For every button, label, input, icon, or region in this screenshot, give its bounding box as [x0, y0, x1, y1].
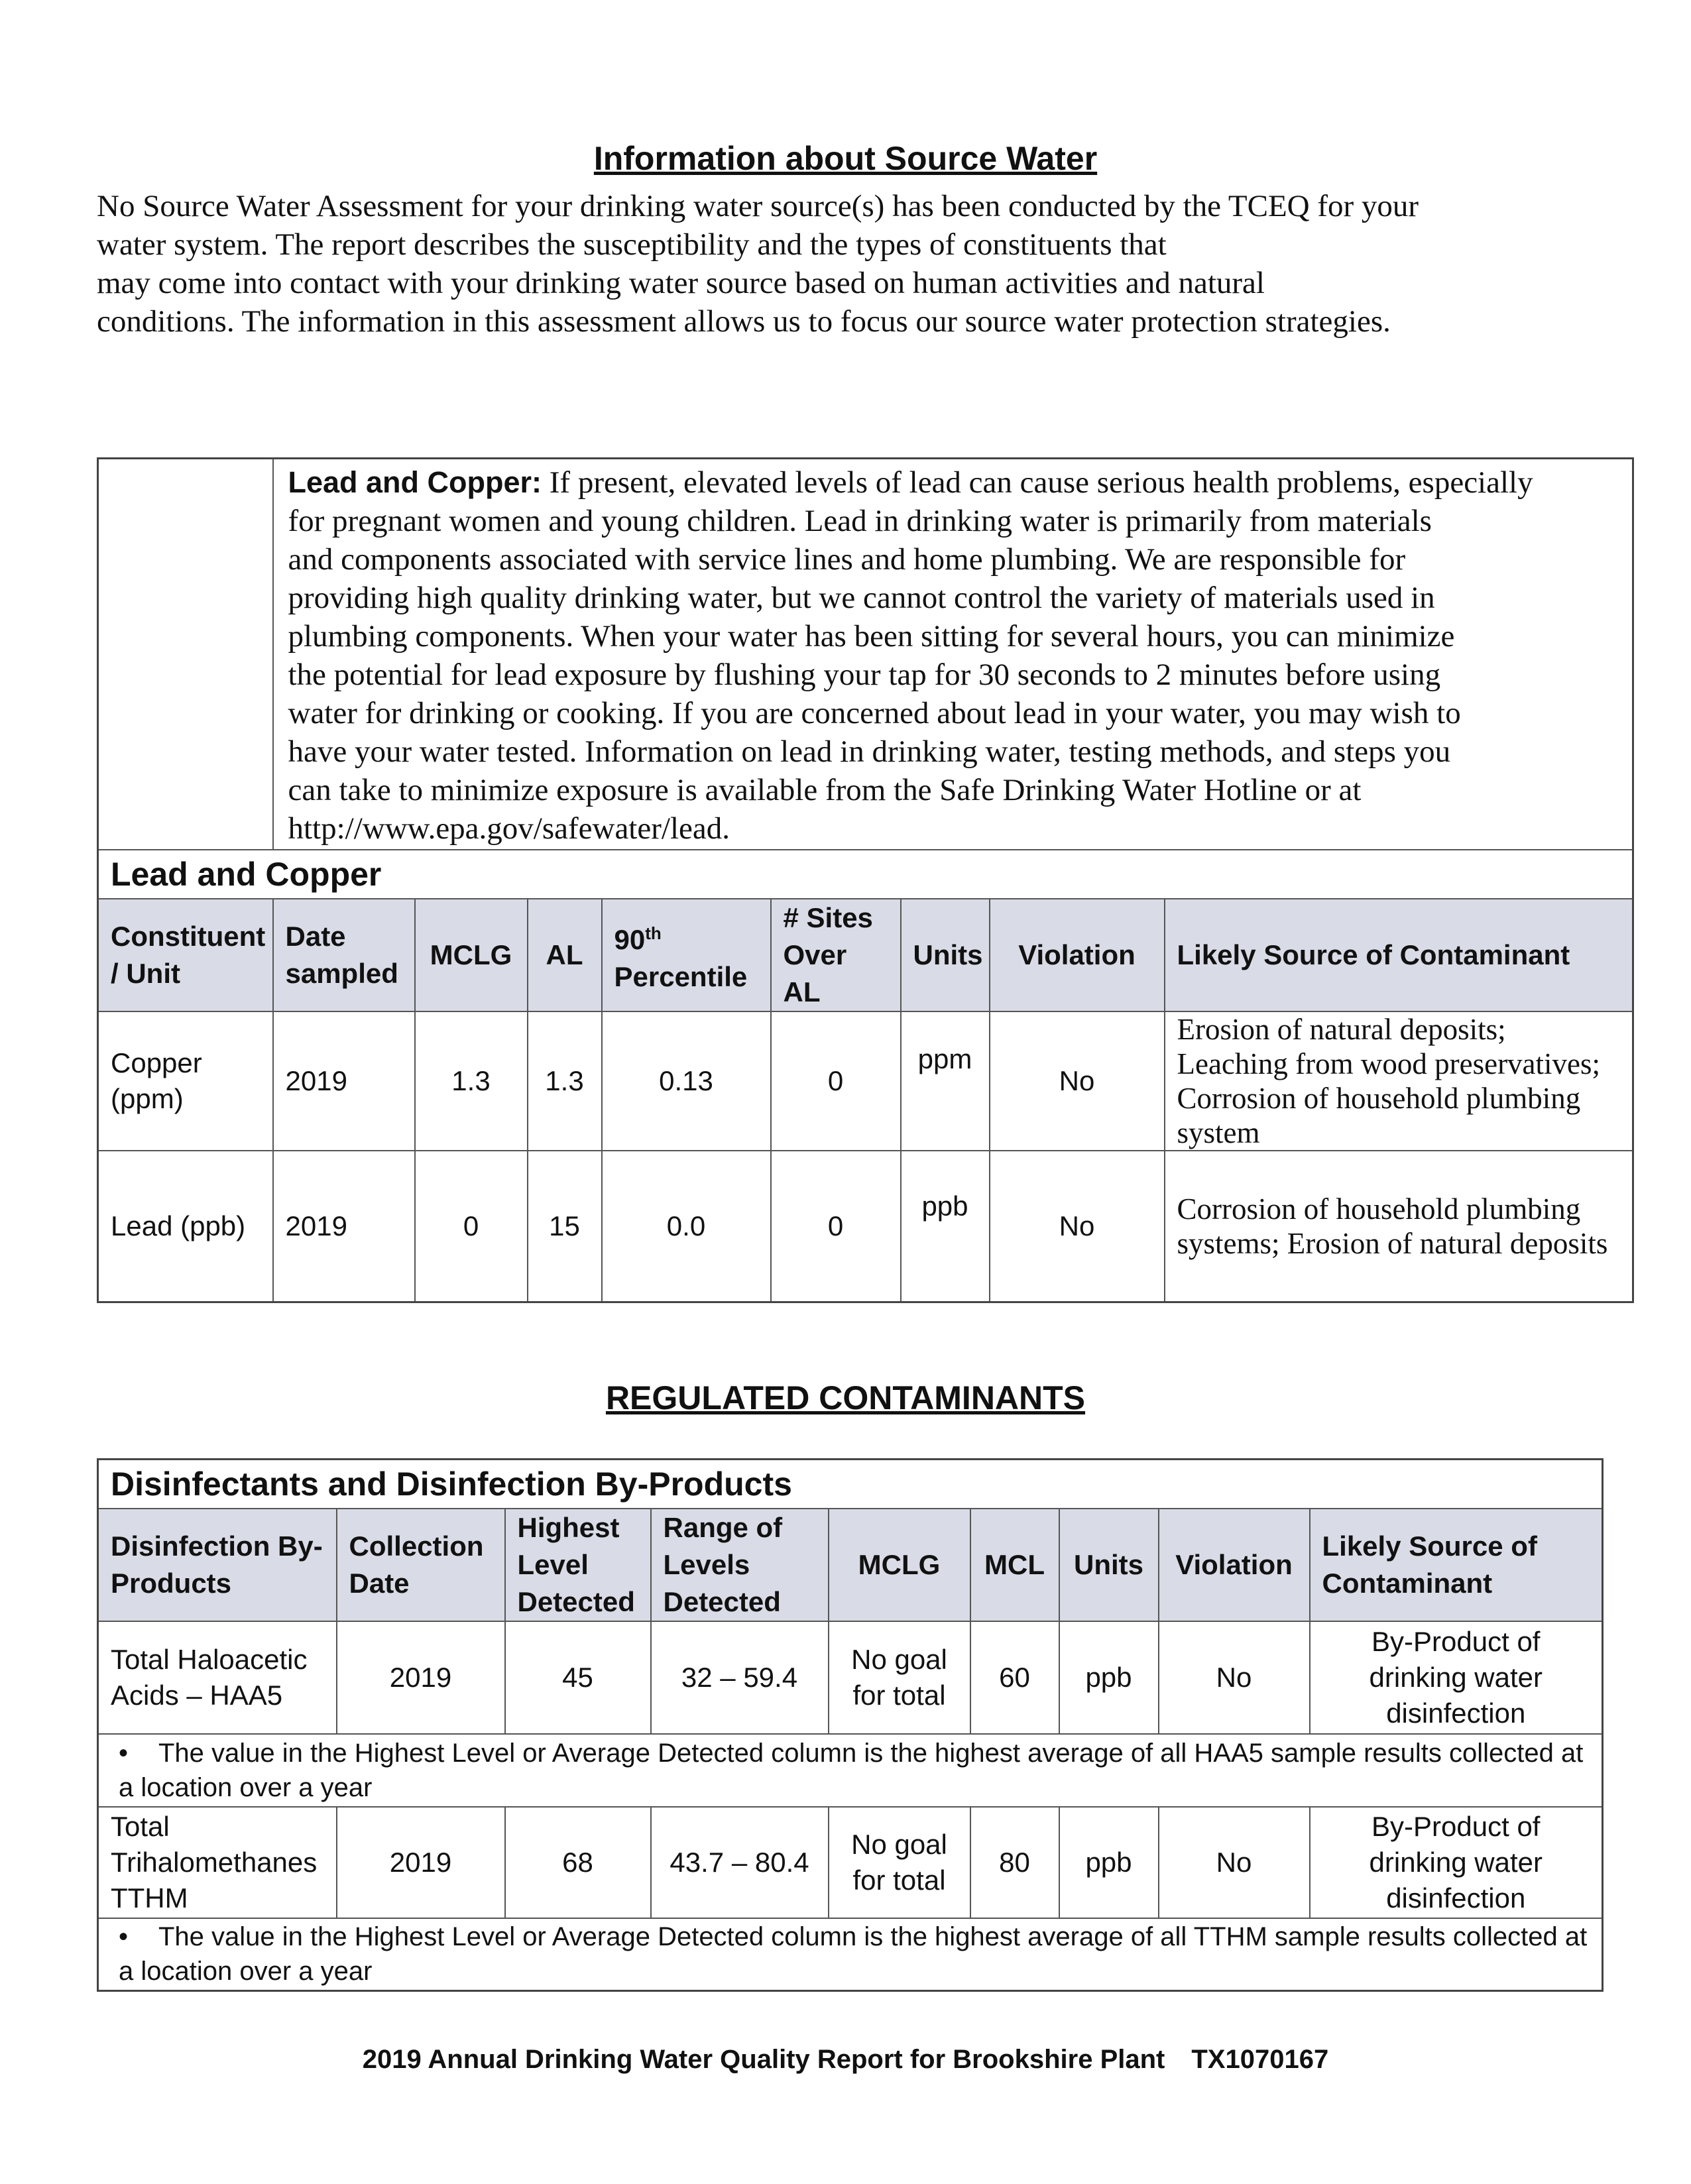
- copper-al: 1.3: [528, 1011, 602, 1151]
- col-units: Units: [1059, 1509, 1159, 1621]
- haa5-violation: No: [1159, 1621, 1310, 1734]
- col-range-of-levels: Range of Levels Detected: [651, 1509, 829, 1621]
- lead-source: Corrosion of household plumbing systems; Erosion of natural deposits: [1165, 1151, 1633, 1302]
- copper-violation: No: [990, 1011, 1165, 1151]
- tthm-mclg: No goal for total: [829, 1807, 970, 1918]
- lead-notice-line: can take to minimize exposure is available from the Safe Drinking Water Hotline or at: [288, 773, 1362, 807]
- lead-mclg: 0: [415, 1151, 528, 1302]
- source-water-title: Information about Source Water: [593, 140, 1098, 177]
- percentile-suffix: th: [645, 923, 662, 943]
- copper-units: ppm: [901, 1011, 990, 1151]
- col-mclg: MCLG: [829, 1509, 970, 1621]
- copper-source: Erosion of natural deposits; Leaching from wood preservatives; Corrosion of household plumbing system: [1165, 1011, 1633, 1151]
- lead-sites: 0: [771, 1151, 901, 1302]
- lead-percentile: 0.0: [602, 1151, 771, 1302]
- lead-copper-table-title: Lead and Copper: [98, 850, 1633, 899]
- lead-units: ppb: [901, 1151, 990, 1302]
- lead-notice-line: water for drinking or cooking. If you are concerned about lead in your water, you may wish to: [288, 696, 1461, 730]
- col-sites-over-al: # Sites Over AL: [771, 899, 901, 1011]
- footer-system-id: TX1070167: [1191, 2045, 1329, 2074]
- col-constituent: Constituent / Unit: [98, 899, 273, 1011]
- col-violation: Violation: [990, 899, 1165, 1011]
- copper-percentile: 0.13: [602, 1011, 771, 1151]
- tthm-violation: No: [1159, 1807, 1310, 1918]
- source-water-line: water system. The report describes the susceptibility and the types of constituents that: [97, 227, 1167, 262]
- bullet-icon: •: [119, 1738, 129, 1768]
- lead-notice-line: providing high quality drinking water, but we cannot control the variety of materials used in: [288, 581, 1435, 615]
- lead-notice-label: Lead and Copper:: [288, 465, 542, 499]
- haa5-highest: 45: [505, 1621, 651, 1734]
- lead-notice-line: and components associated with service lines and home plumbing. We are responsible for: [288, 542, 1406, 577]
- lead-copper-table: [97, 457, 1634, 1303]
- col-units: Units: [901, 899, 990, 1011]
- percentile-number: 90: [614, 924, 646, 955]
- copper-date: 2019: [273, 1011, 415, 1151]
- table-row: [98, 1151, 1633, 1302]
- table-row: [98, 1807, 1603, 1918]
- col-likely-source: Likely Source of Contaminant: [1165, 899, 1633, 1011]
- tthm-note: [98, 1918, 1603, 1991]
- lead-date: 2019: [273, 1151, 415, 1302]
- tthm-range: 43.7 – 80.4: [651, 1807, 829, 1918]
- lead-notice-line: the potential for lead exposure by flushing your tap for 30 seconds to 2 minutes before using: [288, 658, 1441, 692]
- copper-sites: 0: [771, 1011, 901, 1151]
- col-highest-level: Highest Level Detected: [505, 1509, 651, 1621]
- lead-notice-line: for pregnant women and young children. Lead in drinking water is primarily from materials: [288, 504, 1432, 538]
- tthm-product: Total Trihalomethanes TTHM: [98, 1807, 337, 1918]
- report-footer: [0, 2045, 1691, 2075]
- source-water-line: may come into contact with your drinking water source based on human activities and natural: [97, 266, 1265, 300]
- lead-al: 15: [528, 1151, 602, 1302]
- haa5-note: [98, 1734, 1603, 1807]
- col-mclg: MCLG: [415, 899, 528, 1011]
- source-water-line: No Source Water Assessment for your drinking water source(s) has been conducted by the TCEQ for your: [97, 189, 1419, 223]
- col-likely-source: Likely Source of Contaminant: [1310, 1509, 1603, 1621]
- haa5-date: 2019: [337, 1621, 505, 1734]
- lead-violation: No: [990, 1151, 1165, 1302]
- source-water-line: conditions. The information in this assessment allows us to focus our source water protection strategies.: [97, 304, 1391, 339]
- notice-blank-cell: [98, 459, 273, 850]
- source-water-paragraph: [97, 187, 1641, 341]
- col-collection-date: Collection Date: [337, 1509, 505, 1621]
- haa5-product: Total Haloacetic Acids – HAA5: [98, 1621, 337, 1734]
- lead-notice: [273, 459, 1633, 850]
- col-disinfection-byproducts: Disinfection By-Products: [98, 1509, 337, 1621]
- tthm-units: ppb: [1059, 1807, 1159, 1918]
- epa-lead-link[interactable]: http://www.epa.gov/safewater/lead.: [288, 811, 730, 846]
- table-row: [98, 1734, 1603, 1807]
- haa5-mcl: 60: [970, 1621, 1059, 1734]
- lead-notice-line: have your water tested. Information on lead in drinking water, testing methods, and steps you: [288, 734, 1451, 769]
- haa5-note-text: The value in the Highest Level or Average Detected column is the highest average of all HAA5 sample results collected at a location over a year: [119, 1738, 1584, 1802]
- regulated-contaminants-title: REGULATED CONTAMINANTS: [605, 1379, 1086, 1416]
- percentile-label: Percentile: [614, 961, 748, 992]
- table-row: [98, 1011, 1633, 1151]
- disinfection-byproducts-table: [97, 1458, 1604, 1992]
- table-row: [98, 1621, 1603, 1734]
- tthm-date: 2019: [337, 1807, 505, 1918]
- tthm-highest: 68: [505, 1807, 651, 1918]
- haa5-units: ppb: [1059, 1621, 1159, 1734]
- haa5-source: By-Product of drinking water disinfection: [1310, 1621, 1603, 1734]
- col-al: AL: [528, 899, 602, 1011]
- footer-report-title: 2019 Annual Drinking Water Quality Report for Brookshire Plant: [362, 2045, 1165, 2074]
- col-violation: Violation: [1159, 1509, 1310, 1621]
- bullet-icon: •: [119, 1922, 129, 1952]
- tthm-source: By-Product of drinking water disinfection: [1310, 1807, 1603, 1918]
- lead-notice-line: If present, elevated levels of lead can cause serious health problems, especially: [542, 465, 1533, 500]
- dbp-table-title: Disinfectants and Disinfection By-Products: [98, 1460, 1603, 1509]
- haa5-range: 32 – 59.4: [651, 1621, 829, 1734]
- col-date-sampled: Date sampled: [273, 899, 415, 1011]
- tthm-note-text: The value in the Highest Level or Average Detected column is the highest average of all TTHM sample results collected at a location over a year: [119, 1922, 1588, 1986]
- table-row: [98, 1918, 1603, 1991]
- col-mcl: MCL: [970, 1509, 1059, 1621]
- col-90th-percentile: [602, 899, 771, 1011]
- copper-mclg: 1.3: [415, 1011, 528, 1151]
- tthm-mcl: 80: [970, 1807, 1059, 1918]
- lead-notice-line: plumbing components. When your water has been sitting for several hours, you can minimize: [288, 619, 1455, 654]
- copper-constituent: Copper (ppm): [98, 1011, 273, 1151]
- lead-constituent: Lead (ppb): [98, 1151, 273, 1302]
- haa5-mclg: No goal for total: [829, 1621, 970, 1734]
